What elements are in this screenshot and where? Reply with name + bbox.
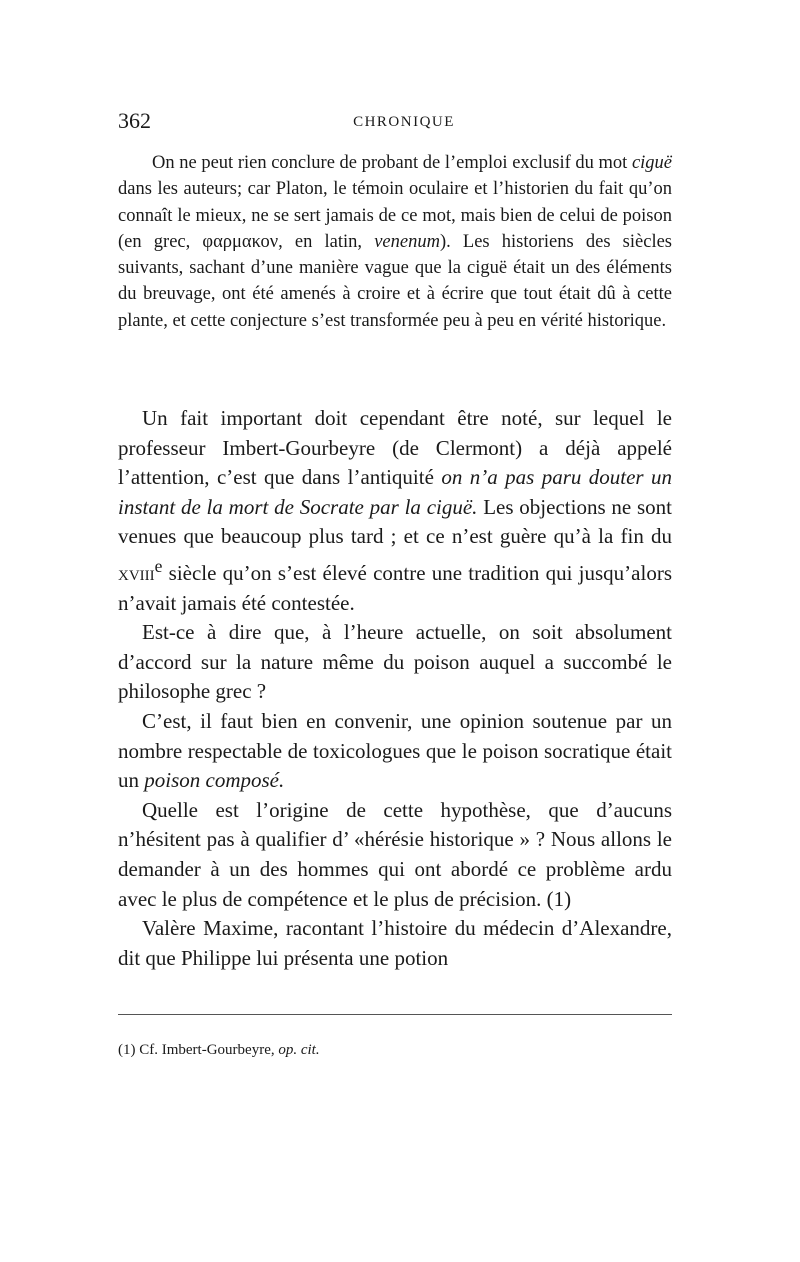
text-run: Les objections ne sont venues que beaucoup plus tard ; et ce n’est guère qu’à la fin du [118,494,672,549]
paragraph [118,914,672,973]
text-run: Est-ce à dire que, à l’heure actuelle, on soit absolument d’accord sur la nature même du poison auquel a succombé le philosophe grec ? [118,620,672,704]
paragraph [118,404,672,618]
footnote [118,1042,320,1059]
paragraph [118,618,672,707]
italic-run: on n’a pas paru douter un instant de la mort de Socrate par la ciguë. [118,465,672,519]
body-block-large [118,404,672,973]
text-run: Quelle est l’origine de cette hypothèse, que d’aucuns n’hésitent pas à qualifier d’ «hérésie historique » ? Nous allons le demander à un des hommes qui ont abordé ce problème ardu avec le plus de compétence et le plus de précision. (1) [118,797,672,911]
text-run: dans les auteurs; car Platon, le témoin oculaire et l’historien du fait qu’on connaît le mieux, ne se sert jamais de ce mot, mais bien de celui de poison (en grec, φαρμακον, en latin, [118,179,672,252]
page-number: 362 [118,108,151,133]
text-run: xviii [118,560,155,585]
text-run: On ne peut rien conclure de probant de l’emploi exclusif du mot [152,153,632,173]
paragraph [118,707,672,796]
page-header [118,108,690,138]
text-run: (1) Cf. Imbert-Gourbeyre, [118,1042,279,1058]
running-head: CHRONIQUE [353,114,455,130]
text-run: C’est, il faut bien en convenir, une opinion soutenue par un nombre respectable de toxicologues que le poison socratique était un [118,708,672,793]
body-block-small [118,150,672,334]
italic-run: poison composé. [144,768,285,793]
paragraph [118,150,672,334]
superscript-run: e [154,555,163,576]
italic-run: venenum [374,231,440,252]
italic-run: op. cit. [278,1042,320,1058]
text-run: siècle qu’on s’est élevé contre une tradition qui jusqu’alors n’avait jamais été contestée. [118,560,672,615]
text-run: Valère Maxime, racontant l’histoire du médecin d’Alexandre, dit que Philippe lui présenta une potion [118,916,672,970]
paragraph [118,796,672,914]
text-run: Un fait important doit cependant être noté, sur lequel le professeur Imbert-Gourbeyre (de Clermont) a déjà appelé l’attention, c’est que dans l’antiquité [118,406,672,490]
text-run: ). Les historiens des siècles suivants, sachant d’une manière vague que la ciguë était un des éléments du breuvage, ont été amenés à croire et à écrire que tout était dû à cette plante, et cette conjecture s’est transformée peu à peu en vérité historique. [118,231,672,331]
footnote-divider [118,1014,672,1015]
italic-run: ciguë [631,153,672,173]
